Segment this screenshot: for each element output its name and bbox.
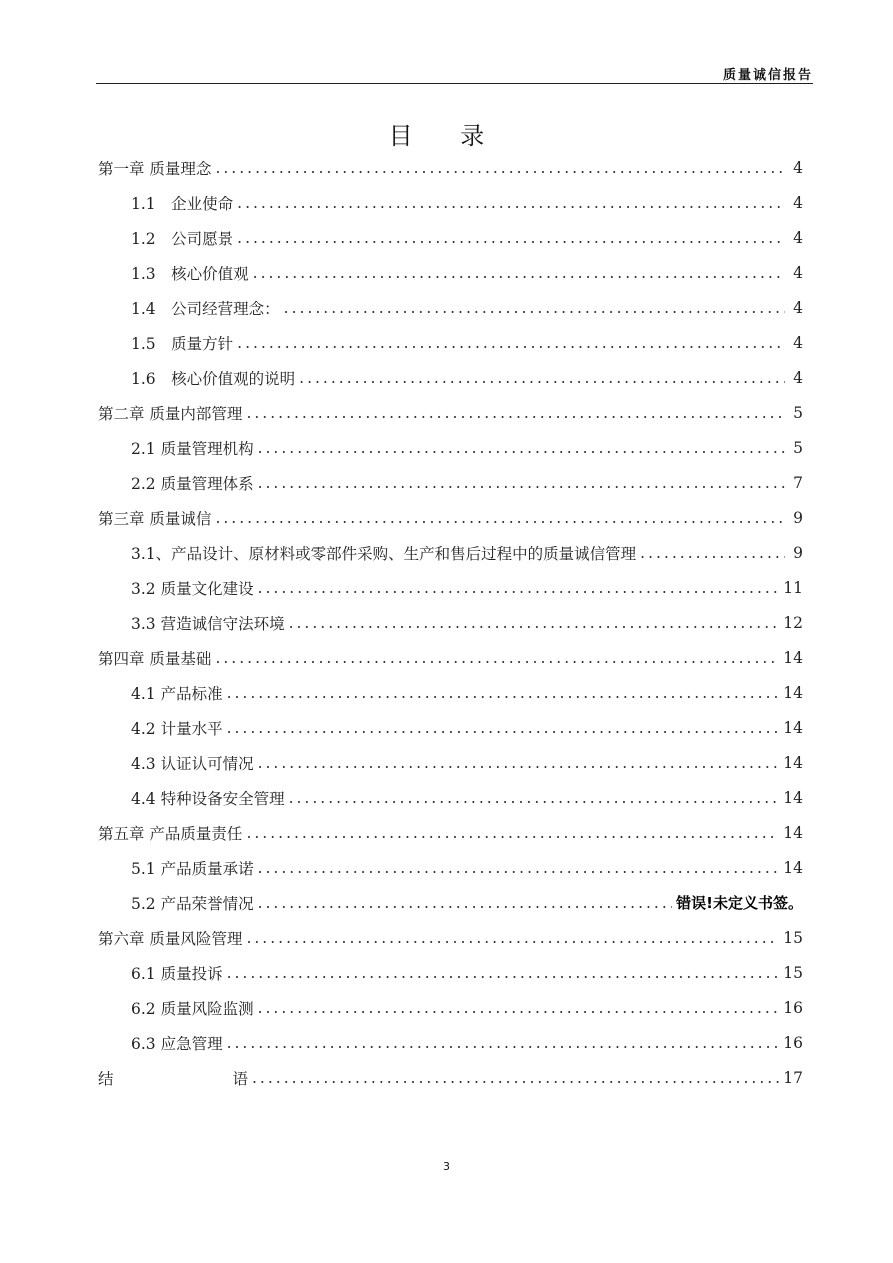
toc-entry-label: 3.1、产品设计、原材料或零部件采购、生产和售后过程中的质量诚信管理 xyxy=(131,544,637,563)
toc-entry-label: 第五章 产品质量责任 xyxy=(98,824,243,843)
toc-entry[interactable] xyxy=(98,990,803,1025)
toc-leader-dots xyxy=(215,509,785,527)
toc-entry-page: 14 xyxy=(783,718,803,737)
toc-entry-page: 4 xyxy=(793,298,803,317)
toc-entry-page: 14 xyxy=(783,858,803,877)
toc-entry-label: 4.3 认证认可情况 xyxy=(131,754,254,773)
toc-entry-label: 2.1 质量管理机构 xyxy=(131,439,254,458)
toc-entry[interactable] xyxy=(98,780,803,815)
toc-leader-dots xyxy=(246,824,779,842)
page-number: 3 xyxy=(443,1160,450,1173)
toc-leader-dots xyxy=(289,789,780,807)
toc-leader-dots xyxy=(258,754,780,772)
toc-entry[interactable] xyxy=(98,465,803,500)
toc-entry[interactable] xyxy=(98,290,803,325)
toc-entry[interactable] xyxy=(98,815,803,850)
toc-entry-label: 6.1 质量投诉 xyxy=(131,964,223,983)
toc-entry-page: 7 xyxy=(793,473,803,492)
toc-entry[interactable] xyxy=(98,535,803,570)
toc-entry[interactable] xyxy=(98,850,803,885)
toc-entry-label: 结 语 xyxy=(98,1069,248,1088)
toc-leader-dots xyxy=(258,859,780,877)
toc-entry-page: 14 xyxy=(783,683,803,702)
toc-entry[interactable] xyxy=(98,1025,803,1060)
toc-entry-page: 4 xyxy=(793,228,803,247)
toc-leader-dots xyxy=(215,159,785,177)
toc-entry-label: 1.6 核心价值观的说明 xyxy=(131,369,296,388)
toc-entry-page: 4 xyxy=(793,368,803,387)
toc-entry-label: 1.1 企业使命 xyxy=(131,194,234,213)
toc-leader-dots xyxy=(246,404,785,422)
toc-entry-label: 4.1 产品标准 xyxy=(131,684,223,703)
toc-entry-page: 16 xyxy=(783,998,803,1017)
toc-entry[interactable] xyxy=(98,150,803,185)
toc-leader-dots xyxy=(258,439,785,457)
toc-entry-label: 6.3 应急管理 xyxy=(131,1034,223,1053)
toc-entry-label: 第一章 质量理念 xyxy=(98,159,212,178)
toc-entry-page: 9 xyxy=(793,543,803,562)
toc-entry[interactable] xyxy=(98,220,803,255)
toc-entry-label: 1.5 质量方针 xyxy=(131,334,234,353)
page-header-title: 质量诚信报告 xyxy=(722,68,813,83)
toc-entry[interactable] xyxy=(98,570,803,605)
toc-leader-dots xyxy=(227,719,780,737)
toc-entry-page: 4 xyxy=(793,158,803,177)
toc-entry[interactable] xyxy=(98,395,803,430)
toc-entry-page: 5 xyxy=(793,438,803,457)
toc-leader-dots xyxy=(258,894,673,912)
toc-leader-dots xyxy=(227,684,780,702)
toc-entry[interactable] xyxy=(98,360,803,395)
toc-entry-page: 9 xyxy=(793,508,803,527)
toc-entry-page: 15 xyxy=(783,928,803,947)
toc-entry-label: 5.1 产品质量承诺 xyxy=(131,859,254,878)
toc-entry-label: 5.2 产品荣誉情况 xyxy=(131,894,254,913)
toc-entry-page: 5 xyxy=(793,403,803,422)
toc-leader-dots xyxy=(253,264,785,282)
toc-entry-label: 2.2 质量管理体系 xyxy=(131,474,254,493)
toc-leader-dots xyxy=(227,964,780,982)
toc-entry[interactable] xyxy=(98,955,803,990)
toc-entry-page: 4 xyxy=(793,193,803,212)
toc-entry-page: 4 xyxy=(793,333,803,352)
toc-entry-page: 14 xyxy=(783,823,803,842)
toc-entry[interactable] xyxy=(98,500,803,535)
toc-entry-page: 4 xyxy=(793,263,803,282)
table-of-contents xyxy=(98,150,803,1095)
toc-entry[interactable] xyxy=(98,675,803,710)
toc-entry[interactable] xyxy=(98,885,803,920)
toc-entry-page: 17 xyxy=(783,1068,803,1087)
toc-entry-label: 1.2 公司愿景 xyxy=(131,229,234,248)
toc-entry-page: 12 xyxy=(783,613,803,632)
toc-leader-dots xyxy=(252,1069,779,1087)
toc-entry[interactable] xyxy=(98,325,803,360)
toc-entry-label: 3.2 质量文化建设 xyxy=(131,579,254,598)
toc-leader-dots xyxy=(215,649,779,667)
toc-leader-dots xyxy=(237,194,785,212)
header-rule xyxy=(96,83,813,84)
toc-entry-label: 第六章 质量风险管理 xyxy=(98,929,243,948)
toc-entry-page: 14 xyxy=(783,648,803,667)
toc-entry-label: 4.4 特种设备安全管理 xyxy=(131,789,285,808)
toc-entry-label: 4.2 计量水平 xyxy=(131,719,223,738)
toc-entry-page: 14 xyxy=(783,788,803,807)
toc-entry[interactable] xyxy=(98,605,803,640)
toc-title: 目 录 xyxy=(388,122,505,150)
toc-entry-page: 错误!未定义书签。 xyxy=(676,894,803,912)
toc-entry-page: 16 xyxy=(783,1033,803,1052)
toc-entry-label: 第三章 质量诚信 xyxy=(98,509,212,528)
toc-entry-page: 15 xyxy=(783,963,803,982)
toc-entry-label: 第二章 质量内部管理 xyxy=(98,404,243,423)
toc-leader-dots xyxy=(640,544,785,562)
toc-entry[interactable] xyxy=(98,255,803,290)
toc-leader-dots xyxy=(299,369,785,387)
toc-entry[interactable] xyxy=(98,640,803,675)
toc-entry-label: 3.3 营造诚信守法环境 xyxy=(131,614,285,633)
toc-leader-dots xyxy=(284,299,785,317)
toc-leader-dots xyxy=(237,334,785,352)
toc-entry[interactable] xyxy=(98,920,803,955)
toc-leader-dots xyxy=(227,1034,780,1052)
toc-leader-dots xyxy=(237,229,785,247)
toc-entry-page: 11 xyxy=(783,578,803,597)
toc-leader-dots xyxy=(289,614,780,632)
toc-entry-page: 14 xyxy=(783,753,803,772)
toc-entry[interactable] xyxy=(98,745,803,780)
toc-entry[interactable] xyxy=(98,1060,803,1095)
toc-entry-label: 第四章 质量基础 xyxy=(98,649,212,668)
toc-entry-label: 6.2 质量风险监测 xyxy=(131,999,254,1018)
toc-leader-dots xyxy=(258,579,780,597)
toc-leader-dots xyxy=(258,999,780,1017)
toc-entry[interactable] xyxy=(98,710,803,745)
toc-entry[interactable] xyxy=(98,430,803,465)
toc-entry-label: 1.3 核心价值观 xyxy=(131,264,249,283)
toc-leader-dots xyxy=(258,474,785,492)
toc-entry[interactable] xyxy=(98,185,803,220)
toc-leader-dots xyxy=(246,929,779,947)
toc-entry-label: 1.4 公司经营理念： xyxy=(131,299,280,318)
